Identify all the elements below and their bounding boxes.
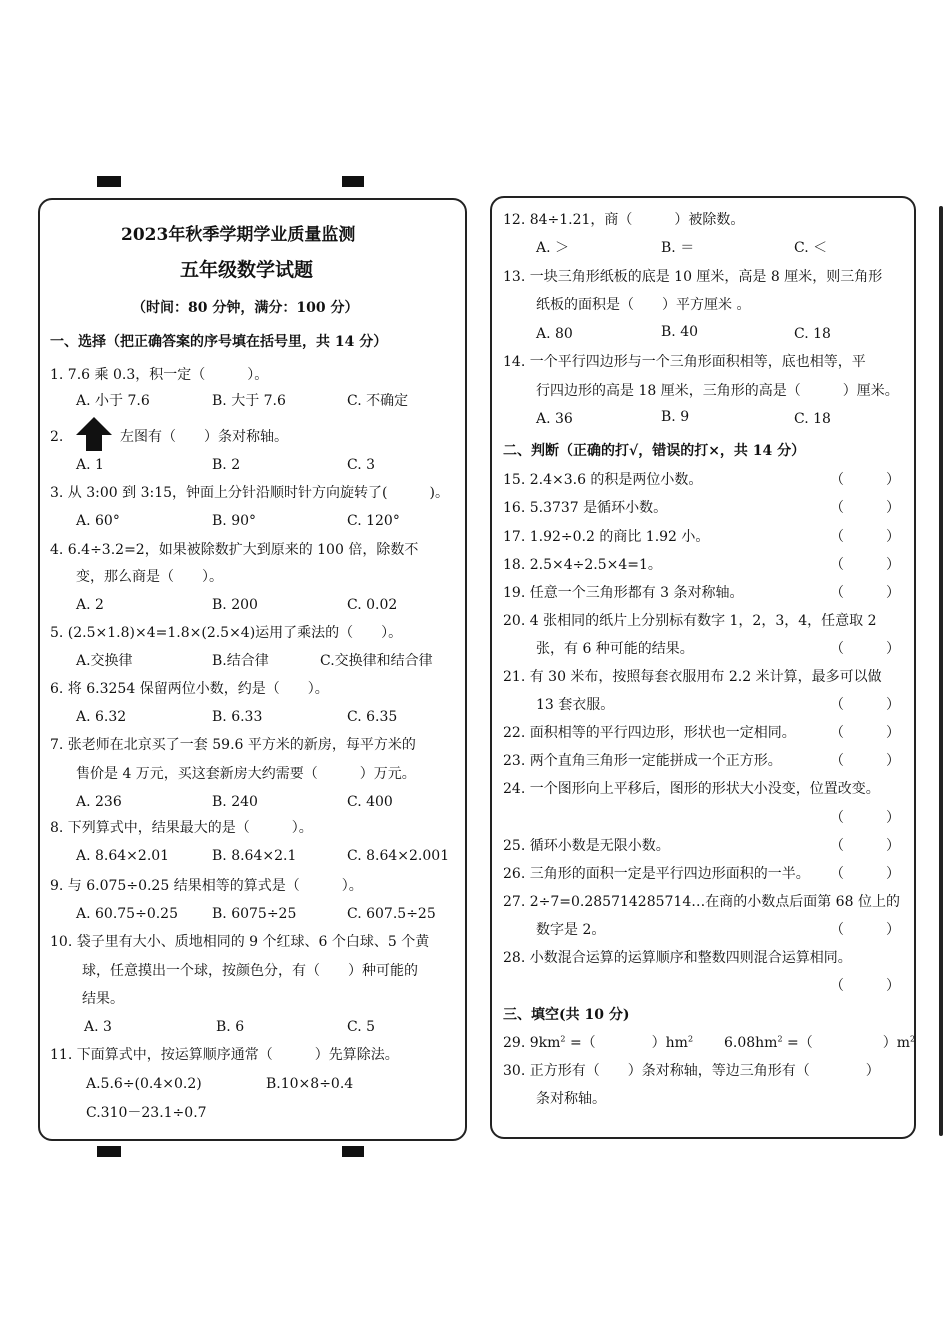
question-4-line-1: 4. 6.4÷3.2=2，如果被除数扩大到原来的 100 倍，除数不 bbox=[50, 542, 419, 558]
question-22: 22. 面积相等的平行四边形，形状也一定相同。 bbox=[503, 725, 796, 741]
q10-option-c: C. 5 bbox=[347, 1019, 376, 1035]
q29-part-1: 29. 9km bbox=[503, 1035, 561, 1051]
question-4-line-2: 变，那么商是（ ）。 bbox=[76, 569, 223, 585]
answer-paren-19[interactable]: （ ） bbox=[830, 585, 900, 601]
q14-option-a: A. 36 bbox=[536, 411, 573, 427]
superscript-2: 2 bbox=[687, 1034, 694, 1044]
q2-option-c: C. 3 bbox=[347, 457, 376, 473]
question-27-line-1: 27. 2÷7=0.285714285714…在商的小数点后面第 68 位上的 bbox=[503, 894, 900, 910]
q11-option-b: B.10×8÷0.4 bbox=[266, 1076, 354, 1092]
q12-option-a: A. ＞ bbox=[536, 240, 570, 256]
q3-option-a: A. 60° bbox=[76, 513, 120, 529]
q11-option-a: A.5.6÷(0.4×0.2) bbox=[86, 1076, 202, 1092]
q13-option-b: B. 40 bbox=[661, 324, 699, 340]
q29-part-2: =（ ）hm bbox=[569, 1035, 688, 1051]
q12-option-c: C. ＜ bbox=[794, 240, 828, 256]
answer-paren-25[interactable]: （ ） bbox=[830, 838, 900, 854]
question-17: 17. 1.92÷0.2 的商比 1.92 小。 bbox=[503, 529, 710, 545]
q12-option-b: B. ＝ bbox=[661, 240, 695, 256]
next-page-edge bbox=[939, 206, 943, 1136]
q7-option-b: B. 240 bbox=[212, 794, 258, 810]
alignment-mark bbox=[97, 176, 121, 187]
exam-title: 2023年秋季学期学业质量监测 bbox=[121, 225, 356, 245]
exam-subtitle: 五年级数学试题 bbox=[180, 259, 314, 281]
question-10-line-3: 结果。 bbox=[82, 991, 124, 1007]
question-20-line-1: 20. 4 张相同的纸片上分别标有数字 1，2，3，4，任意取 2 bbox=[503, 613, 877, 629]
question-14-line-2: 行四边形的高是 18 厘米，三角形的高是（ ）厘米。 bbox=[536, 383, 899, 399]
question-25: 25. 循环小数是无限小数。 bbox=[503, 838, 670, 854]
question-30-line-1: 30. 正方形有（ ）条对称轴，等边三角形有（ ） bbox=[503, 1063, 880, 1079]
q29-part-3: 6.08hm bbox=[723, 1035, 778, 1051]
question-21-line-1: 21. 有 30 米布，按照每套衣服用布 2.2 米计算，最多可以做 bbox=[503, 669, 882, 685]
answer-paren-20[interactable]: （ ） bbox=[830, 641, 900, 657]
question-26: 26. 三角形的面积一定是平行四边形面积的一半。 bbox=[503, 866, 810, 882]
alignment-mark bbox=[342, 1146, 364, 1157]
question-10-line-2: 球，任意摸出一个球，按颜色分，有（ ）种可能的 bbox=[82, 963, 418, 979]
q3-option-c: C. 120° bbox=[347, 513, 400, 529]
question-24: 24. 一个图形向上平移后，图形的形状大小没变，位置改变。 bbox=[503, 781, 880, 797]
question-12: 12. 84÷1.21，商（ ）被除数。 bbox=[503, 212, 745, 228]
question-1: 1. 7.6 乘 0.3，积一定（ ）。 bbox=[50, 367, 269, 383]
q1-option-a: A. 小于 7.6 bbox=[76, 393, 150, 409]
answer-paren-16[interactable]: （ ） bbox=[830, 500, 900, 516]
q4-option-b: B. 200 bbox=[212, 597, 258, 613]
question-2: 左图有（ ）条对称轴。 bbox=[120, 429, 288, 445]
superscript-2: 2 bbox=[777, 1034, 783, 1044]
q4-option-a: A. 2 bbox=[76, 597, 104, 613]
question-29 bbox=[503, 1034, 915, 1052]
q7-option-a: A. 236 bbox=[76, 794, 122, 810]
q7-option-c: C. 400 bbox=[347, 794, 393, 810]
section-1-heading: 一、选择（把正确答案的序号填在括号里，共 14 分） bbox=[50, 334, 388, 350]
q9-option-a: A. 60.75÷0.25 bbox=[76, 906, 178, 922]
question-6: 6. 将 6.3254 保留两位小数，约是（ ）。 bbox=[50, 681, 329, 697]
q10-option-a: A. 3 bbox=[84, 1019, 112, 1035]
section-3-heading: 三、填空(共 10 分) bbox=[503, 1007, 630, 1023]
alignment-mark bbox=[342, 176, 364, 187]
alignment-mark bbox=[97, 1146, 121, 1157]
superscript-2: 2 bbox=[910, 1034, 916, 1044]
answer-paren-18[interactable]: （ ） bbox=[830, 557, 900, 573]
answer-paren-17[interactable]: （ ） bbox=[830, 529, 900, 545]
q2-option-a: A. 1 bbox=[76, 457, 104, 473]
q2-option-b: B. 2 bbox=[212, 457, 241, 473]
q4-option-c: C. 0.02 bbox=[347, 597, 398, 613]
answer-paren-21[interactable]: （ ） bbox=[830, 697, 900, 713]
question-8: 8. 下列算式中，结果最大的是（ ）。 bbox=[50, 820, 313, 836]
question-21-line-2: 13 套衣服。 bbox=[536, 697, 615, 713]
question-15: 15. 2.4×3.6 的积是两位小数。 bbox=[503, 472, 703, 488]
question-11: 11. 下面算式中，按运算顺序通常（ ）先算除法。 bbox=[50, 1047, 399, 1063]
question-13-line-2: 纸板的面积是（ ）平方厘米 。 bbox=[536, 297, 751, 313]
question-20-line-2: 张，有 6 种可能的结果。 bbox=[536, 641, 694, 657]
q14-option-b: B. 9 bbox=[661, 409, 690, 425]
q5-option-b: B.结合律 bbox=[212, 653, 269, 669]
question-9: 9. 与 6.075÷0.25 结果相等的算式是（ ）。 bbox=[50, 878, 363, 894]
exam-info: （时间：80 分钟，满分：100 分） bbox=[132, 300, 359, 316]
q10-option-b: B. 6 bbox=[216, 1019, 245, 1035]
question-19: 19. 任意一个三角形都有 3 条对称轴。 bbox=[503, 585, 744, 601]
question-28: 28. 小数混合运算的运算顺序和整数四则混合运算相同。 bbox=[503, 950, 852, 966]
q9-option-c: C. 607.5÷25 bbox=[347, 906, 436, 922]
q9-option-b: B. 6075÷25 bbox=[212, 906, 297, 922]
q5-option-c: C.交换律和结合律 bbox=[320, 653, 433, 669]
answer-paren-22[interactable]: （ ） bbox=[830, 725, 900, 741]
q6-option-b: B. 6.33 bbox=[212, 709, 263, 725]
question-27-line-2: 数字是 2。 bbox=[536, 922, 606, 938]
question-30-line-2: 条对称轴。 bbox=[536, 1091, 606, 1107]
answer-paren-26[interactable]: （ ） bbox=[830, 866, 900, 882]
q13-option-c: C. 18 bbox=[794, 326, 831, 342]
answer-paren-15[interactable]: （ ） bbox=[830, 472, 900, 488]
question-14-line-1: 14. 一个平行四边形与一个三角形面积相等，底也相等，平 bbox=[503, 354, 866, 370]
q3-option-b: B. 90° bbox=[212, 513, 257, 529]
q11-option-c: C.310－23.1÷0.7 bbox=[86, 1105, 207, 1121]
q29-part-4: =（ ）m bbox=[786, 1035, 910, 1051]
question-10-line-1: 10. 袋子里有大小、质地相同的 9 个红球、6 个白球、5 个黄 bbox=[50, 934, 430, 950]
answer-paren-23[interactable]: （ ） bbox=[830, 753, 900, 769]
question-7-line-2: 售价是 4 万元，买这套新房大约需要（ ）万元。 bbox=[76, 766, 416, 782]
question-7-line-1: 7. 张老师在北京买了一套 59.6 平方米的新房，每平方米的 bbox=[50, 737, 416, 753]
superscript-2: 2 bbox=[560, 1034, 566, 1044]
question-3: 3. 从 3:00 到 3:15，钟面上分针沿顺时针方向旋转了( )。 bbox=[50, 485, 449, 501]
question-23: 23. 两个直角三角形一定能拼成一个正方形。 bbox=[503, 753, 782, 769]
q14-option-c: C. 18 bbox=[794, 411, 831, 427]
q6-option-a: A. 6.32 bbox=[76, 709, 127, 725]
question-2-number: 2. bbox=[50, 429, 64, 445]
q1-option-b: B. 大于 7.6 bbox=[212, 393, 286, 409]
question-16: 16. 5.3737 是循环小数。 bbox=[503, 500, 668, 516]
q8-option-c: C. 8.64×2.001 bbox=[347, 848, 450, 864]
q6-option-c: C. 6.35 bbox=[347, 709, 398, 725]
question-13-line-1: 13. 一块三角形纸板的底是 10 厘米，高是 8 厘米，则三角形 bbox=[503, 269, 883, 285]
section-2-heading: 二、判断（正确的打√，错误的打×，共 14 分） bbox=[503, 443, 806, 459]
q5-option-a: A.交换律 bbox=[76, 653, 133, 669]
question-5: 5. (2.5×1.8)×4=1.8×(2.5×4)运用了乘法的（ ）。 bbox=[50, 625, 403, 641]
up-arrow-figure bbox=[76, 417, 112, 451]
q8-option-b: B. 8.64×2.1 bbox=[212, 848, 297, 864]
answer-paren-27[interactable]: （ ） bbox=[830, 922, 900, 938]
answer-paren-24[interactable]: （ ） bbox=[830, 810, 900, 826]
q13-option-a: A. 80 bbox=[536, 326, 573, 342]
q8-option-a: A. 8.64×2.01 bbox=[76, 848, 170, 864]
q1-option-c: C. 不确定 bbox=[347, 393, 409, 409]
question-18: 18. 2.5×4÷2.5×4=1。 bbox=[503, 557, 662, 573]
answer-paren-28[interactable]: （ ） bbox=[830, 978, 900, 994]
